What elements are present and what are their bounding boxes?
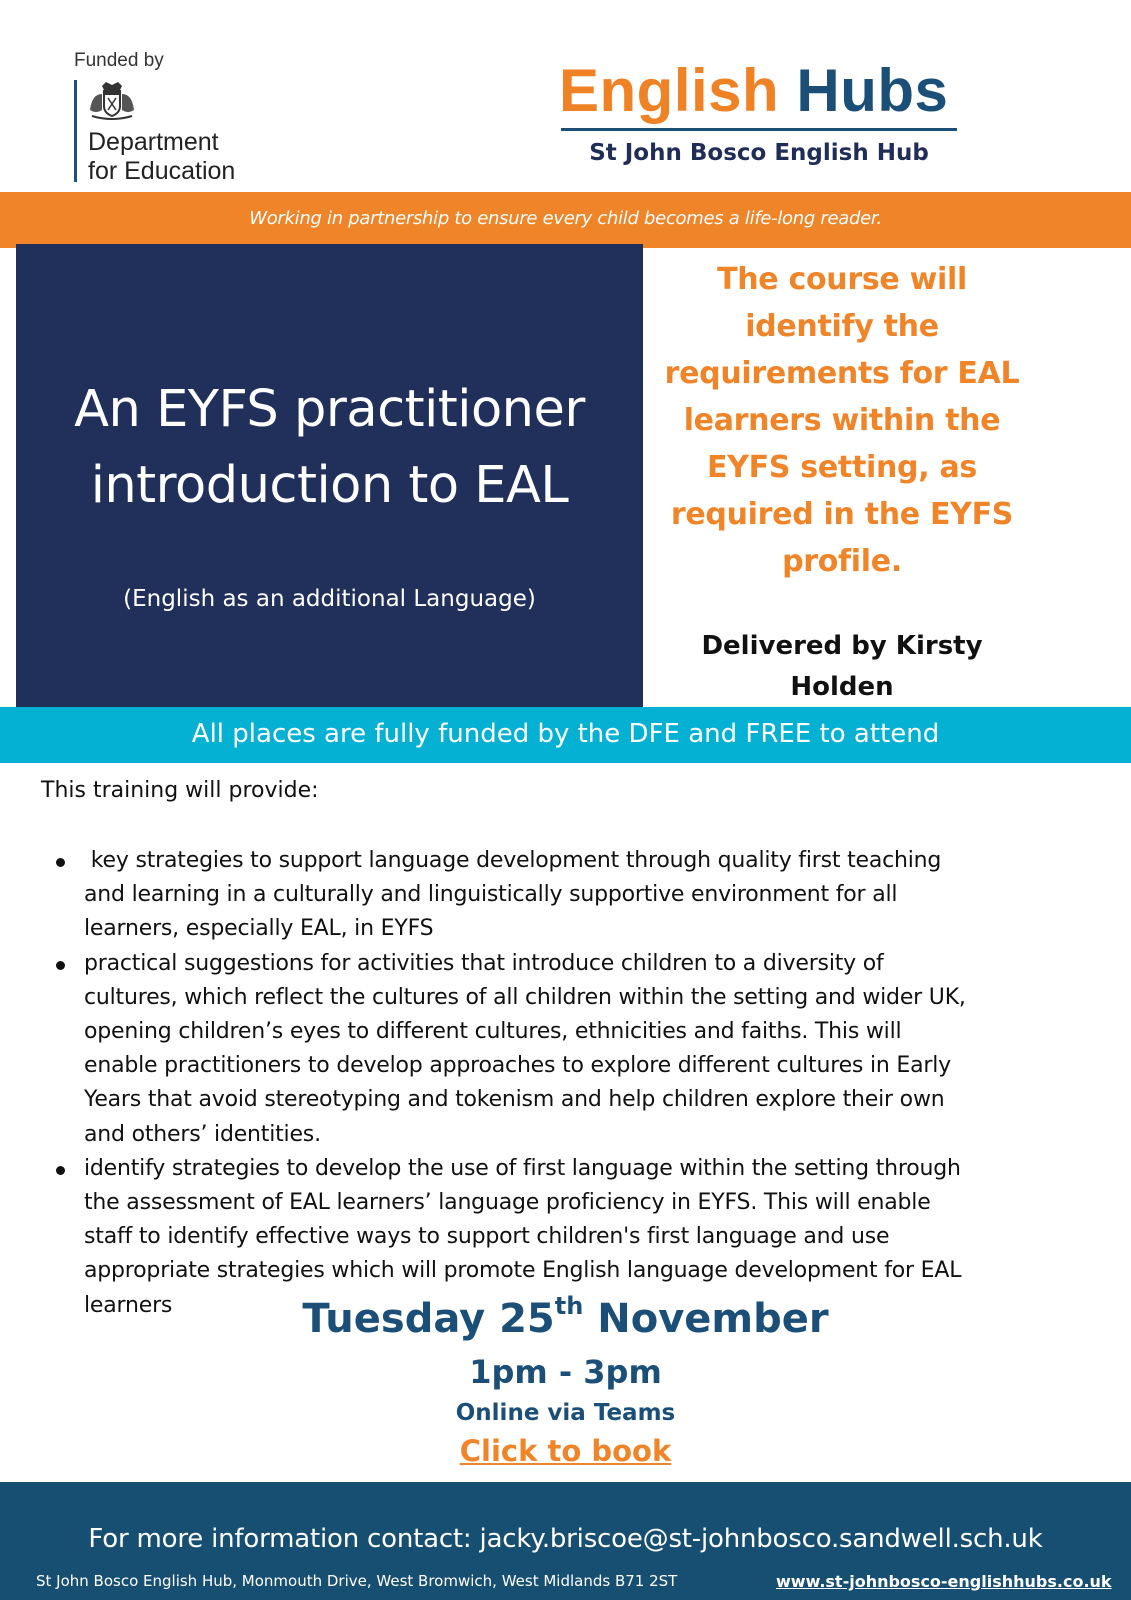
course-description-line: identify the [745,309,939,344]
bullet-line: opening children’s eyes to different cultures, ethnicities and faiths. This will [84,1019,902,1045]
dfe-logo-bar [74,80,77,182]
bullet-line: cultures, which reflect the cultures of all children within the setting and wider UK, [84,984,966,1010]
bullet-line: key strategies to support language development through quality first teaching [84,848,942,873]
course-description-line: required in the EYFS [670,497,1014,532]
hubs-word: Hubs [796,57,949,124]
training-bullet [84,844,1079,947]
event-date-month: November [583,1296,829,1342]
event-date-ordinal: th [554,1292,584,1320]
delivered-by-line1: Delivered by Kirsty [701,631,983,661]
bullet-dot-icon [56,858,65,867]
bullet-line: identify strategies to develop the use of first language within the setting through [84,1155,961,1181]
bullet-line: the assessment of EAL learners’ language proficiency in EYFS. This will enable [84,1190,931,1216]
delivered-by-line2: Holden [790,672,894,702]
course-title-line2: introduction to EAL [90,456,569,515]
funding-banner [0,707,1131,763]
course-title-line1: An EYFS practitioner [74,380,585,439]
course-title [16,372,643,524]
book-link[interactable]: Click to book [459,1434,672,1468]
bullet-line: practical suggestions for activities that introduce children to a diversity of [84,950,884,976]
contact-info: For more information contact: jacky.briscoe@st-johnbosco.sandwell.sch.uk [88,1524,1043,1554]
bullet-line: learners, especially EAL, in EYFS [84,916,434,942]
hub-subtitle: St John Bosco English Hub [589,140,929,166]
course-title-box [16,244,643,707]
footer [0,1482,1131,1600]
website-link[interactable]: www.st-johnbosco-englishhubs.co.uk [776,1572,1112,1591]
bullet-dot-icon [56,1166,65,1175]
event-venue: Online via Teams [455,1400,676,1426]
course-description-line: learners within the [683,403,1001,438]
bullet-line: Years that avoid stereotyping and tokenism and help children explore their own [84,1087,945,1113]
event-time: 1pm - 3pm [469,1353,662,1391]
dfe-name-line2: for Education [88,157,236,185]
english-hubs-title [559,58,948,124]
course-subtitle: (English as an additional Language) [123,586,536,612]
bullet-line: and others’ identities. [84,1121,321,1147]
tagline-text: Working in partnership to ensure every child becomes a life-long reader. [249,208,882,229]
bullet-dot-icon [56,961,65,970]
dfe-name-line1: Department [88,128,219,156]
bullet-line: learners [84,1292,173,1318]
funding-banner-text: All places are fully funded by the DFE and FREE to attend [191,719,940,749]
funded-by-label: Funded by [74,50,164,71]
bullet-line: staff to identify effective ways to support children's first language and use [84,1224,890,1250]
course-description-line: The course will [717,262,967,297]
royal-crest-icon [86,80,138,122]
dfe-name [88,128,235,186]
delivered-by [648,626,1036,708]
course-description [648,256,1036,585]
event-date-day: Tuesday 25 [302,1296,555,1342]
training-bullet [84,947,1079,1152]
event-date [0,1292,1131,1342]
course-description-line: profile. [782,544,902,579]
hub-address: St John Bosco English Hub, Monmouth Drive, West Bromwich, West Midlands B71 2ST [36,1572,678,1590]
english-word: English [559,57,780,124]
tagline-band [0,192,1131,248]
bullet-line: appropriate strategies which will promote English language development for EAL [84,1258,962,1284]
training-bullet-list [84,844,1079,1323]
bullet-line: enable practitioners to develop approaches to explore different cultures in Early [84,1053,951,1079]
course-description-line: requirements for EAL [664,356,1020,391]
bullet-line: and learning in a culturally and linguistically supportive environment for all [84,882,898,908]
training-intro: This training will provide: [41,778,319,803]
hubs-divider [561,128,957,131]
course-description-line: EYFS setting, as [707,450,977,485]
